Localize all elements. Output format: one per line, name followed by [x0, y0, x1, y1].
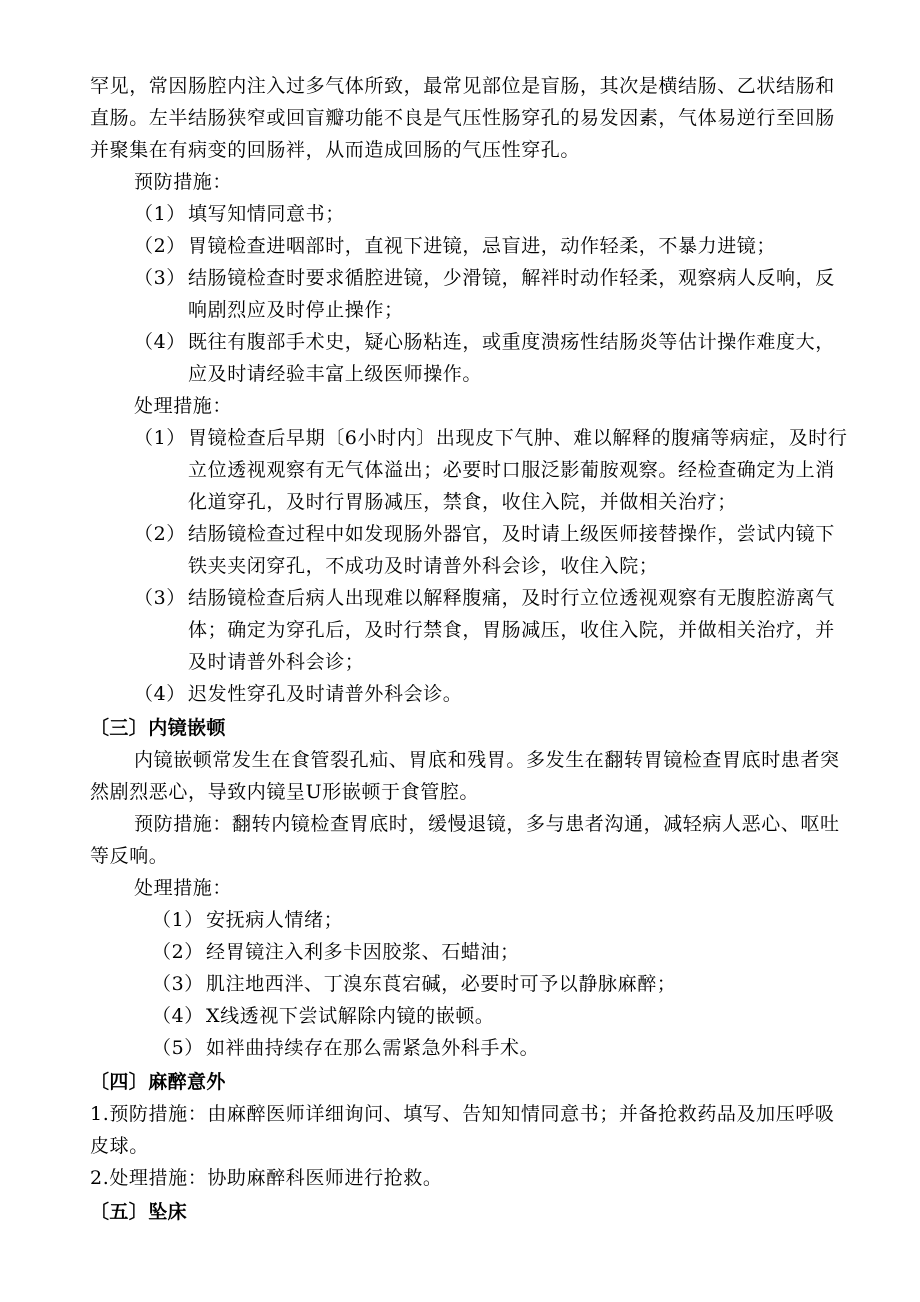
- item-number: （2）: [134, 523, 186, 545]
- list-item: [90, 582, 848, 678]
- section2-intro-paragraph: 罕见，常因肠腔内注入过多气体所致，最常见部位是盲肠，其次是横结肠、乙状结肠和直肠。左半结肠狭窄或回盲瓣功能不良是气压性肠穿孔的易发因素，气体易逆行至回肠并聚集在有病变的回肠袢，从而造成回肠的气压性穿孔。: [90, 75, 835, 161]
- item-text: 迟发性穿孔及时请普外科会诊。: [188, 683, 463, 705]
- item-number: （4）: [134, 331, 186, 353]
- section4-item: 1.预防措施：由麻醉医师详细询问、填写、告知知情同意书；并备抢救药品及加压呼吸皮球。: [90, 1103, 835, 1157]
- item-number: （1）: [134, 203, 186, 225]
- list-item: [90, 1000, 848, 1032]
- list-item: [90, 198, 848, 230]
- list-item: [90, 262, 848, 326]
- item-number: （3）: [152, 973, 204, 995]
- item-number: （1）: [134, 427, 186, 449]
- item-number: （2）: [134, 235, 186, 257]
- section3-intro-paragraph: 内镜嵌顿常发生在食管裂孔疝、胃底和残胃。多发生在翻转胃镜检查胃底时患者突然剧烈恶心，导致内镜呈U形嵌顿于食管腔。: [90, 749, 840, 803]
- section5-heading: 〔五〕坠床: [90, 1201, 188, 1223]
- item-text: 结肠镜检查过程中如发现肠外器官，及时请上级医师接替操作，尝试内镜下铁夹夹闭穿孔，不成功及时请普外科会诊，收住入院；: [188, 523, 835, 577]
- item-number: （4）: [152, 1005, 204, 1027]
- item-text: 肌注地西泮、丁溴东莨宕碱，必要时可予以静脉麻醉；: [206, 973, 677, 995]
- item-number: （5）: [152, 1037, 204, 1059]
- section2-treatment-list: [90, 422, 848, 710]
- list-item: [90, 936, 848, 968]
- section4-item: 2.处理措施：协助麻醉科医师进行抢救。: [90, 1167, 443, 1189]
- list-item: [90, 1032, 848, 1064]
- item-text: 填写知情同意书；: [188, 203, 345, 225]
- section2-prevention-label: 预防措施：: [134, 171, 233, 193]
- item-text: 经胃镜注入利多卡因胶浆、石蜡油；: [206, 941, 520, 963]
- item-text: X线透视下尝试解除内镜的嵌顿。: [206, 1005, 495, 1027]
- item-number: （3）: [134, 587, 186, 609]
- list-item: [90, 678, 848, 710]
- item-text: 既往有腹部手术史，疑心肠粘连，或重度溃疡性结肠炎等估计操作难度大，应及时请经验丰富上级医师操作。: [188, 331, 835, 385]
- item-text: 如袢曲持续存在那么需紧急外科手术。: [206, 1037, 540, 1059]
- section3-treatment-list: [90, 904, 848, 1064]
- section2-treatment-label: 处理措施：: [134, 395, 233, 417]
- item-text: 胃镜检查进咽部时，直视下进镜，忌盲进，动作轻柔，不暴力进镜；: [188, 235, 777, 257]
- list-item: [90, 968, 848, 1000]
- item-text: 结肠镜检查时要求循腔进镜，少滑镜，解袢时动作轻柔，观察病人反响，反响剧烈应及时停止操作；: [188, 267, 835, 321]
- item-number: （2）: [152, 941, 204, 963]
- list-item: [90, 518, 848, 582]
- item-number: （4）: [134, 683, 186, 705]
- section3-prevention-paragraph: 预防措施：翻转内镜检查胃底时，缓慢退镜，多与患者沟通，减轻病人恶心、呕吐等反响。: [90, 813, 840, 867]
- section3-treatment-label: 处理措施：: [134, 877, 233, 899]
- section4-heading: 〔四〕麻醉意外: [90, 1071, 226, 1093]
- list-item: [90, 326, 848, 390]
- list-item: [90, 904, 848, 936]
- section2-prevention-list: [90, 198, 848, 390]
- item-text: 结肠镜检查后病人出现难以解释腹痛，及时行立位透视观察有无腹腔游离气体；确定为穿孔后，及时行禁食，胃肠减压，收住入院，并做相关治疗，并及时请普外科会诊；: [188, 587, 835, 673]
- list-item: [90, 230, 848, 262]
- item-text: 胃镜检查后早期〔6小时内〕出现皮下气肿、难以解释的腹痛等病症，及时行立位透视观察有无气体溢出；必要时口服泛影葡胺观察。经检查确定为上消化道穿孔，及时行胃肠减压，禁食，收住入院，并做相关治疗；: [188, 427, 848, 513]
- item-text: 安抚病人情绪；: [206, 909, 344, 931]
- section3-heading: 〔三〕内镜嵌顿: [90, 717, 226, 739]
- list-item: [90, 422, 848, 518]
- item-number: （3）: [134, 267, 186, 289]
- item-number: （1）: [152, 909, 204, 931]
